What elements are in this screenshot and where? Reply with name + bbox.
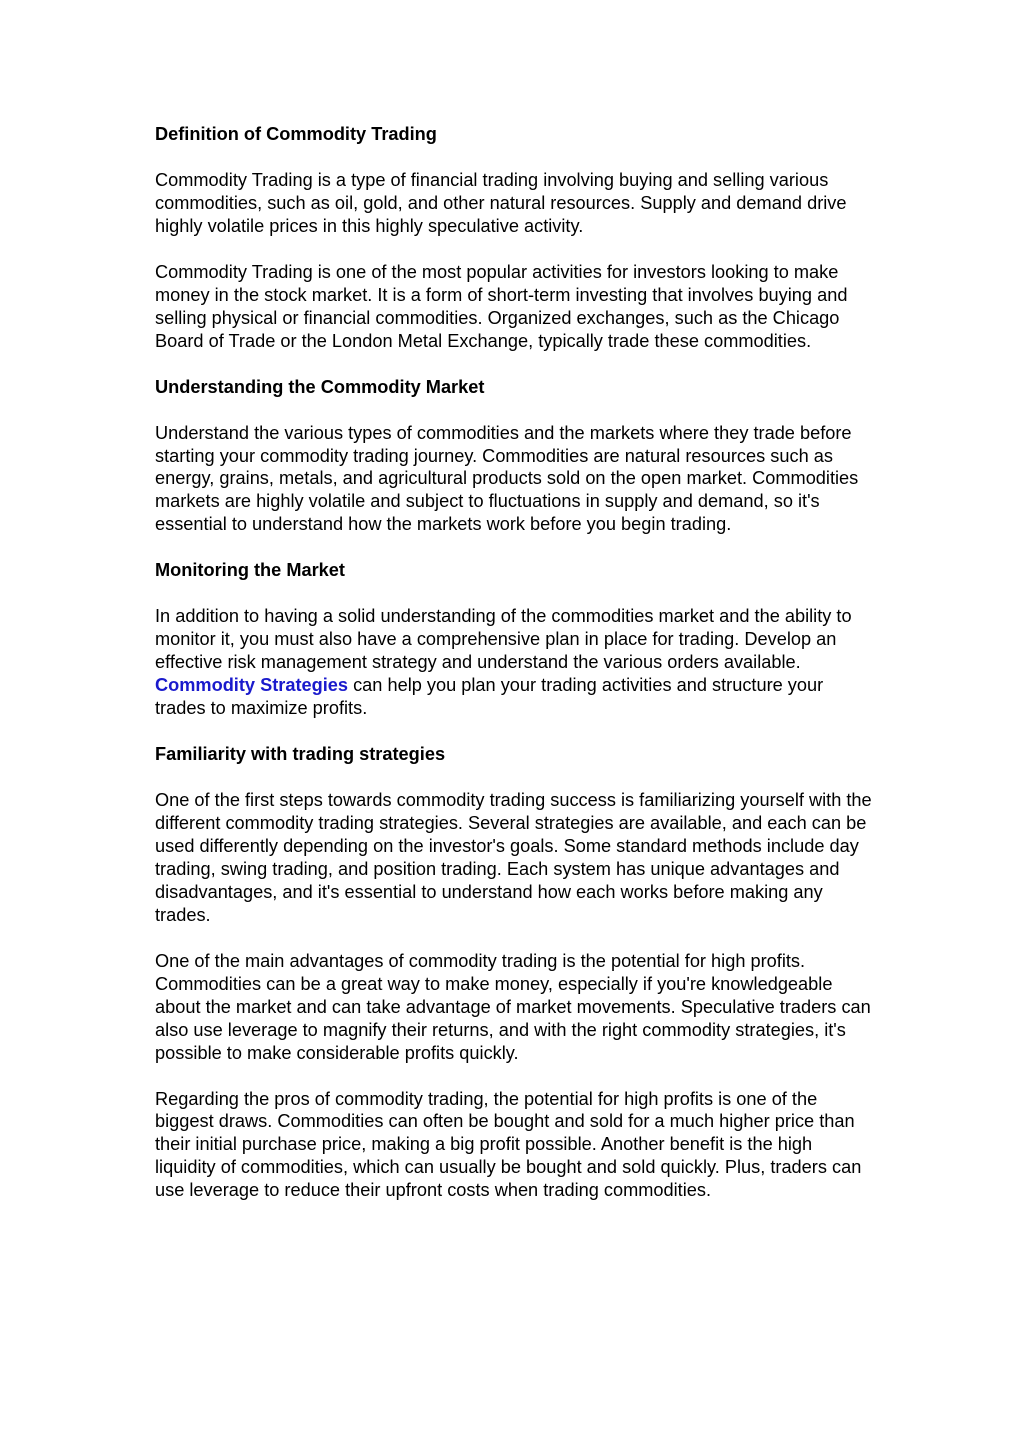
paragraph-monitoring-market <box>155 605 875 720</box>
paragraph-strategies-1: One of the first steps towards commodity trading success is familiarizing yourself with the different commodity trading strategies. Several strategies are available, and each can be used differently depending on the investor's goals. Some standard methods include day trading, swing trading, and position trading. Each system has unique advantages and disadvantages, and it's essential to understand how each works before making any trades. <box>155 790 872 925</box>
paragraph-monitoring-text-before: In addition to having a solid understanding of the commodities market and the ability to monitor it, you must also have a comprehensive plan in place for trading. Develop an effective risk management strategy and understand the various orders available. <box>155 606 852 673</box>
paragraph-strategies-3: Regarding the pros of commodity trading, the potential for high profits is one of the biggest draws. Commodities can often be bought and sold for a much higher price than their initial purchase price, making a big profit possible. Another benefit is the high liquidity of commodities, which can usually be bought and sold quickly. Plus, traders can use leverage to reduce their upfront costs when trading commodities. <box>155 1088 862 1201</box>
section-heading-understanding-market: Understanding the Commodity Market <box>155 376 485 397</box>
section-heading-monitoring-market: Monitoring the Market <box>155 560 345 581</box>
paragraph-definition-1: Commodity Trading is a type of financial trading involving buying and selling various commodities, such as oil, gold, and other natural resources. Supply and demand drive highly volatile prices in this highly speculative activity. <box>155 169 847 236</box>
paragraph-monitoring-text-after: can help you plan your trading activities and structure your trades to maximize profits. <box>155 675 824 719</box>
commodity-strategies-link[interactable]: Commodity Strategies <box>155 675 349 696</box>
paragraph-definition-2: Commodity Trading is one of the most popular activities for investors looking to make money in the stock market. It is a form of short-term investing that involves buying and selling physical or financial commodities. Organized exchanges, such as the Chicago Board of Trade or the London Metal Exchange, typically trade these commodities. <box>155 261 848 351</box>
paragraph-strategies-2: One of the main advantages of commodity trading is the potential for high profits. Commodities can be a great way to make money, especially if you're knowledgeable about the market and can take advantage of market movements. Speculative traders can also use leverage to magnify their returns, and with the right commodity strategies, it's possible to make considerable profits quickly. <box>155 950 871 1063</box>
document-page <box>155 123 875 1225</box>
section-heading-definition: Definition of Commodity Trading <box>155 124 437 144</box>
paragraph-understanding-market: Understand the various types of commodities and the markets where they trade before starting your commodity trading journey. Commodities are natural resources such as energy, grains, metals, and agricultural products sold on the open market. Commodities markets are highly volatile and subject to fluctuations in supply and demand, so it's essential to understand how the markets work before you begin trading. <box>155 422 859 535</box>
section-heading-trading-strategies: Familiarity with trading strategies <box>155 744 446 765</box>
